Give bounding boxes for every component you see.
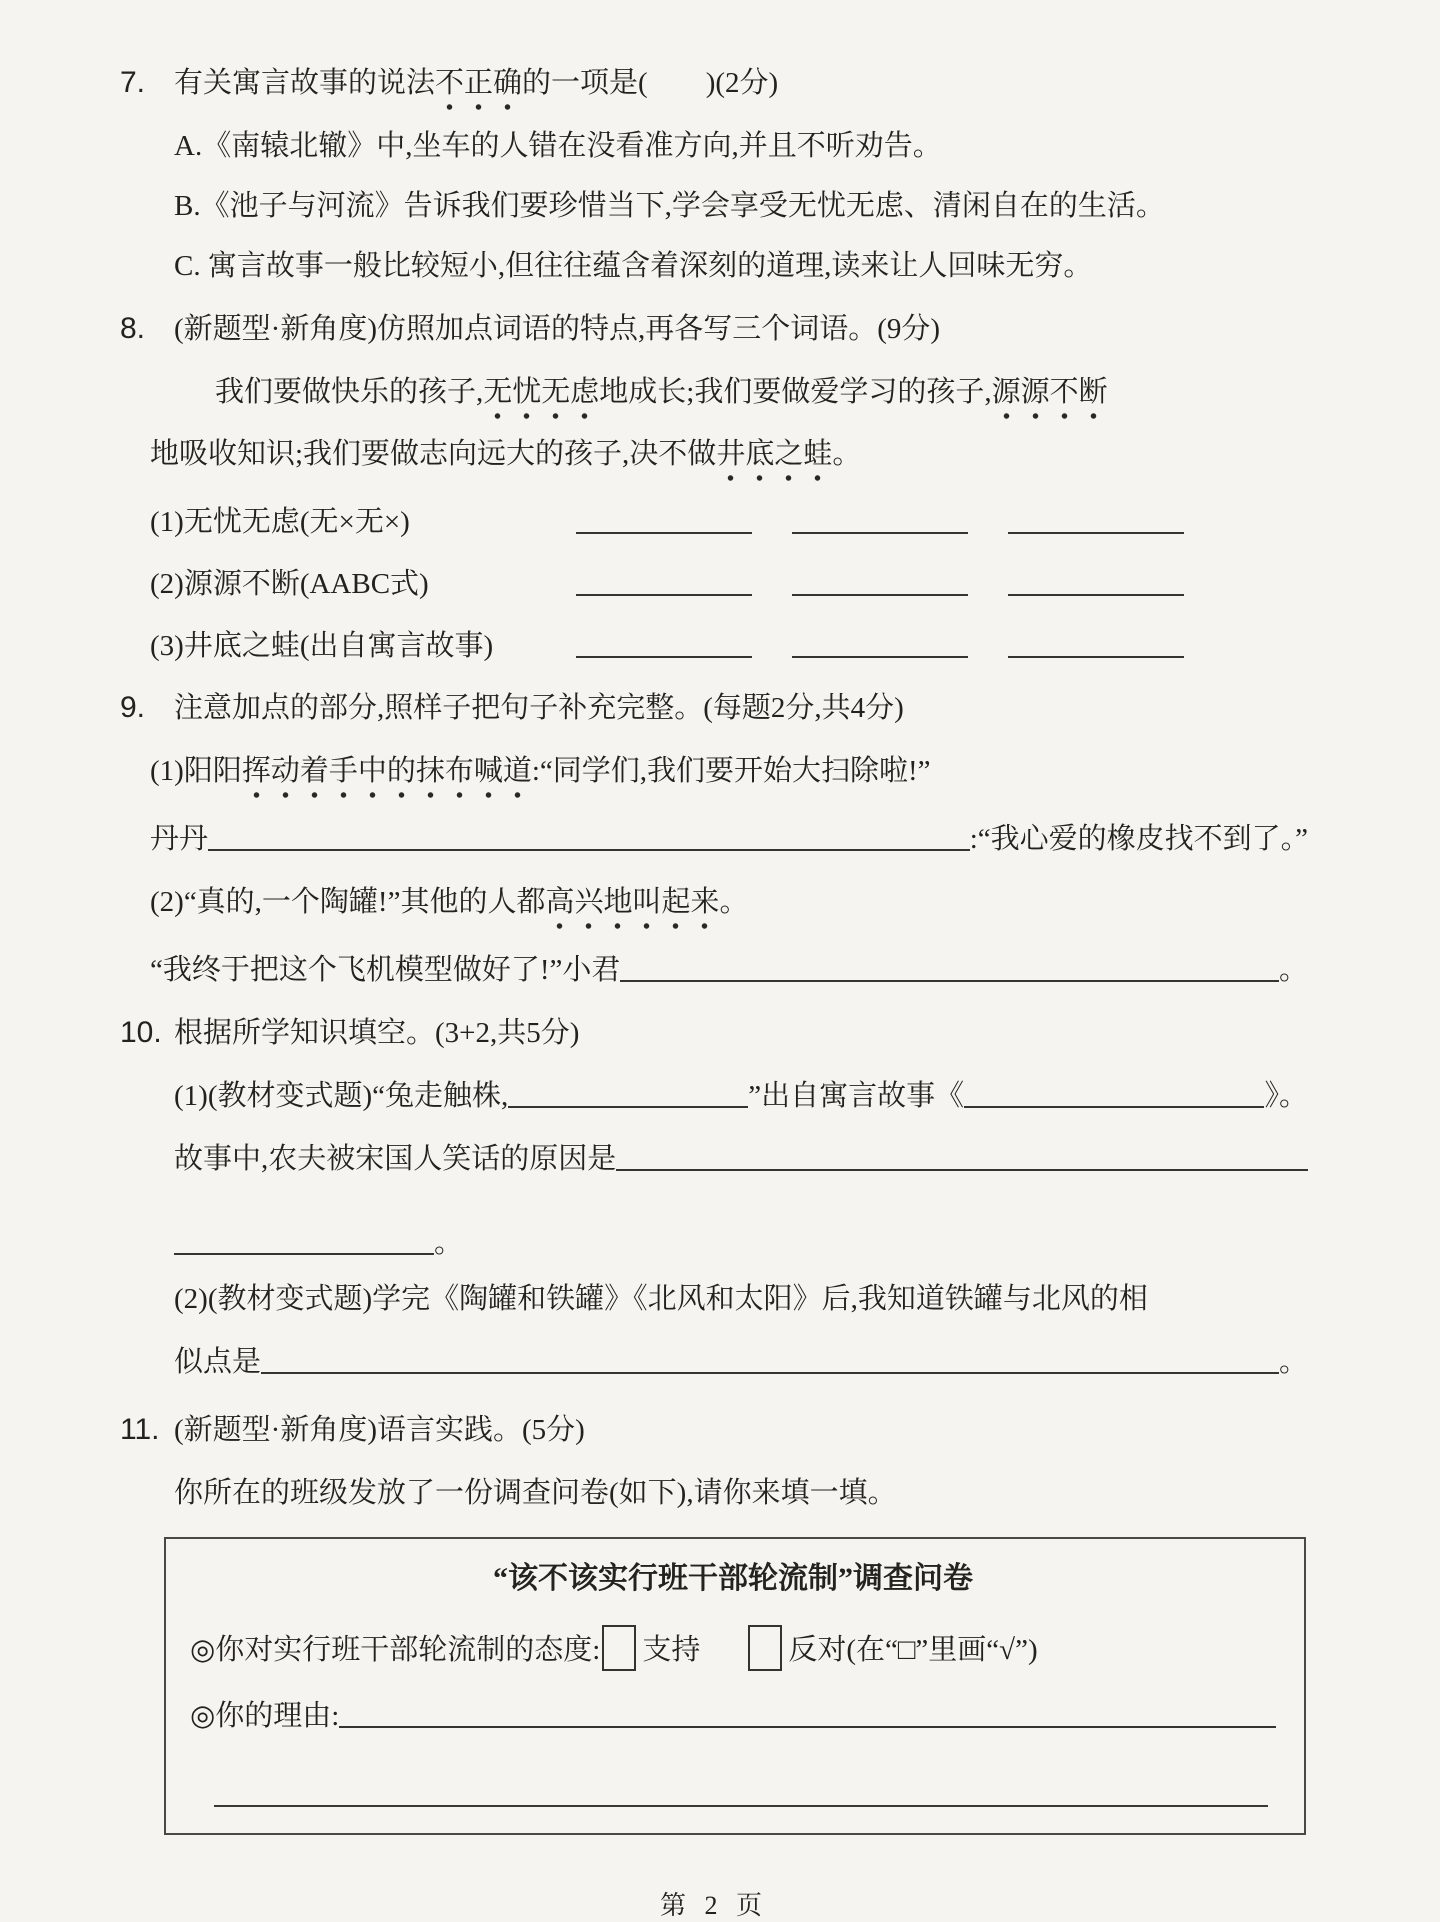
question-8-stem: (新题型·新角度)仿照加点词语的特点,再各写三个词语。(9分) xyxy=(174,313,941,345)
survey-attitude-row xyxy=(190,1625,1276,1675)
sentence-text: 。 xyxy=(719,886,749,918)
oppose-checkbox[interactable] xyxy=(748,1625,782,1671)
emphasized-text: 井底之蛙 xyxy=(716,438,832,481)
question-7 xyxy=(120,64,1308,102)
question-10-stem: 根据所学知识填空。(3+2,共5分) xyxy=(174,1017,580,1049)
sentence-text: “我终于把这个飞机模型做好了!”小君 xyxy=(150,954,621,986)
answer-blank[interactable] xyxy=(208,849,970,851)
q10-item-1-line-2 xyxy=(174,1140,1308,1178)
emphasized-text: 高兴地叫起来 xyxy=(545,886,719,929)
answer-blank[interactable] xyxy=(339,1726,1276,1728)
q8-item-1 xyxy=(150,503,1308,541)
stem-text: 有关寓言故事的说法 xyxy=(174,67,436,99)
option-c: C. 寓言故事一般比较短小,但往往蕴含着深刻的道理,读来让人回味无穷。 xyxy=(174,250,1093,282)
answer-blank[interactable] xyxy=(792,656,968,658)
q9-item-1-example xyxy=(150,752,1308,790)
q9-item-2-answer-line xyxy=(150,951,1308,989)
q8-item-3 xyxy=(150,627,1308,665)
question-8-number: 8. xyxy=(120,312,146,345)
answer-blank[interactable] xyxy=(964,1106,1264,1108)
q10-item-2-line-2 xyxy=(174,1343,1308,1381)
sentence-text: :“同学们,我们要开始大扫除啦!” xyxy=(531,755,931,787)
passage-text: 地成长;我们要做爱学习的孩子, xyxy=(599,376,992,408)
sentence-text: 》。 xyxy=(1264,1080,1308,1112)
emphasized-text: 无忧无虑 xyxy=(483,376,599,419)
answer-blank[interactable] xyxy=(576,532,752,534)
survey-reason-row xyxy=(190,1697,1276,1735)
passage-text: 地吸收知识;我们要做志向远大的孩子,决不做 xyxy=(150,438,717,470)
sentence-text: (1)阳阳 xyxy=(150,755,242,787)
answer-blank[interactable] xyxy=(174,1253,434,1255)
reason-label: ◎你的理由: xyxy=(190,1700,340,1732)
q8-passage-line-2 xyxy=(150,435,1308,473)
q10-item-2-line-1: (2)(教材变式题)学完《陶罐和铁罐》《北风和太阳》后,我知道铁罐与北风的相 xyxy=(174,1283,1148,1315)
answer-blank[interactable] xyxy=(1008,656,1184,658)
item-label: (1)无忧无虑(无×无×) xyxy=(150,506,410,538)
emphasized-text: 不正确 xyxy=(435,67,522,110)
answer-blank[interactable] xyxy=(1008,594,1184,596)
stem-text: 的一项是( )(2分) xyxy=(522,67,779,99)
q9-item-2-example xyxy=(150,883,1308,921)
sentence-text: ”出自寓言故事《 xyxy=(748,1080,965,1112)
survey-title: “该不该实行班干部轮流制”调查问卷 xyxy=(493,1562,973,1595)
question-9 xyxy=(120,689,1308,727)
question-9-stem: 注意加点的部分,照样子把句子补充完整。(每题2分,共4分) xyxy=(174,692,904,724)
sentence-text: 。 xyxy=(1278,954,1308,986)
answer-blank[interactable] xyxy=(620,980,1279,982)
question-10 xyxy=(120,1014,1308,1052)
q11-intro: 你所在的班级发放了一份调查问卷(如下),请你来填一填。 xyxy=(174,1477,897,1509)
q10-item-1-line-3 xyxy=(174,1224,1308,1262)
answer-blank[interactable] xyxy=(508,1106,748,1108)
sentence-text: (1)(教材变式题)“兔走触株, xyxy=(174,1080,509,1112)
emphasized-text: 挥动着手中的抹布喊道 xyxy=(242,755,532,798)
answer-blank[interactable] xyxy=(792,594,968,596)
question-11-number: 11. xyxy=(120,1413,160,1446)
answer-blank[interactable] xyxy=(214,1765,1268,1807)
attitude-label: ◎你对实行班干部轮流制的态度: xyxy=(190,1634,601,1666)
answer-blank[interactable] xyxy=(576,656,752,658)
emphasized-text: 源源不断 xyxy=(992,376,1108,419)
support-label: 支持 xyxy=(642,1634,701,1666)
sentence-text: 丹丹 xyxy=(150,823,209,855)
sentence-text: 似点是 xyxy=(174,1346,262,1378)
oppose-label: 反对(在“□”里画“√”) xyxy=(788,1634,1038,1666)
passage-text: 我们要做快乐的孩子, xyxy=(215,376,484,408)
q9-item-1-answer-line xyxy=(150,820,1308,858)
q8-item-2 xyxy=(150,565,1308,603)
answer-blank[interactable] xyxy=(261,1372,1279,1374)
answer-blank[interactable] xyxy=(616,1169,1308,1171)
sentence-text: :“我心爱的橡皮找不到了。” xyxy=(969,823,1308,855)
page-number: 第 2 页 xyxy=(659,1891,768,1920)
question-10-number: 10. xyxy=(120,1016,162,1049)
passage-text: 。 xyxy=(832,438,862,470)
answer-blank[interactable] xyxy=(576,594,752,596)
item-label: (2)源源不断(AABC式) xyxy=(150,568,429,600)
question-11 xyxy=(120,1411,1308,1449)
question-11-stem: (新题型·新角度)语言实践。(5分) xyxy=(174,1414,585,1446)
option-a: A.《南辕北辙》中,坐车的人错在没看准方向,并且不听劝告。 xyxy=(174,130,942,162)
survey-box xyxy=(164,1537,1306,1835)
sentence-text: 。 xyxy=(434,1227,464,1259)
question-7-stem xyxy=(174,64,778,102)
item-label: (3)井底之蛙(出自寓言故事) xyxy=(150,630,494,662)
option-b: B.《池子与河流》告诉我们要珍惜当下,学会享受无忧无虑、清闲自在的生活。 xyxy=(174,190,1165,222)
sentence-text: 故事中,农夫被宋国人笑话的原因是 xyxy=(174,1143,617,1175)
answer-blank[interactable] xyxy=(1008,532,1184,534)
answer-blank[interactable] xyxy=(792,532,968,534)
question-8 xyxy=(120,310,1308,348)
sentence-text: 。 xyxy=(1278,1346,1308,1378)
question-7-number: 7. xyxy=(120,66,146,99)
q8-passage-line-1 xyxy=(150,373,1308,411)
support-checkbox[interactable] xyxy=(602,1625,636,1671)
question-9-number: 9. xyxy=(120,691,146,724)
sentence-text: (2)“真的,一个陶罐!”其他的人都 xyxy=(150,886,546,918)
q10-item-1-line-1 xyxy=(174,1077,1308,1115)
